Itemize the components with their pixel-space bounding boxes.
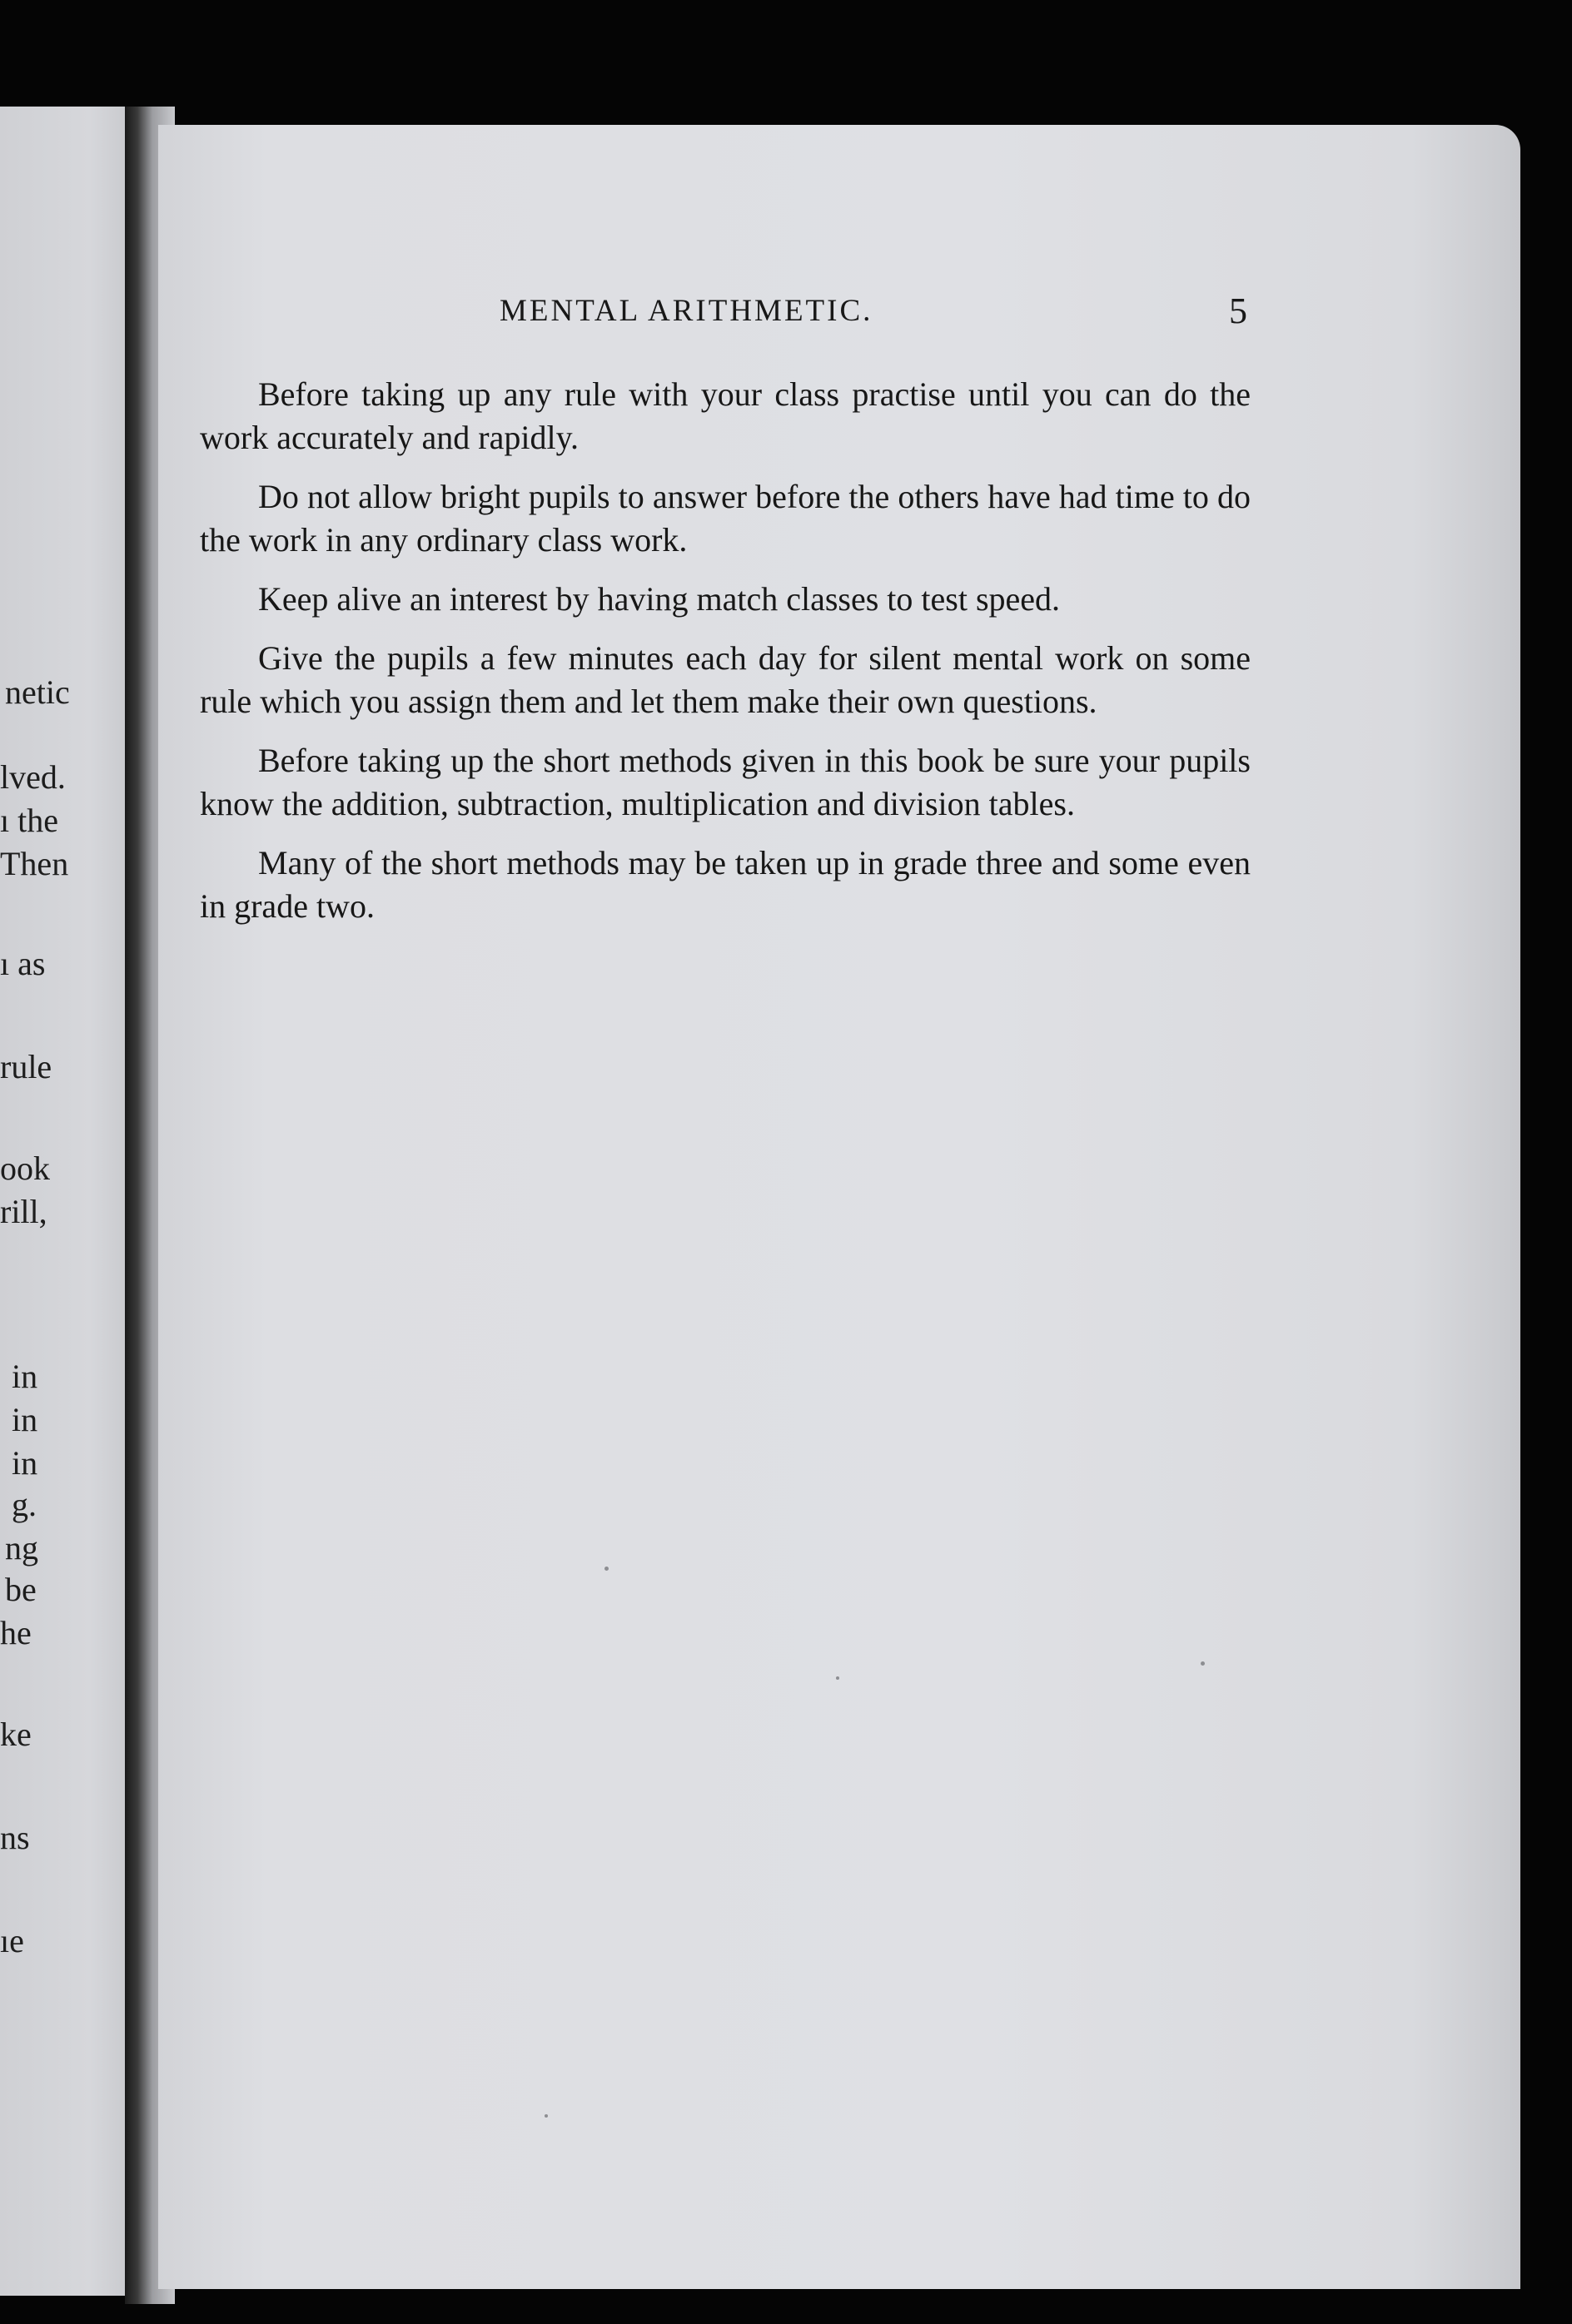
left-fragment: ke xyxy=(0,1716,32,1753)
scan-speck xyxy=(545,2114,548,2118)
left-fragment: ns xyxy=(0,1819,30,1856)
left-fragment: he xyxy=(0,1614,32,1651)
left-fragment: rule xyxy=(0,1048,52,1085)
scan-speck xyxy=(604,1567,609,1571)
left-fragment: g. xyxy=(12,1486,37,1523)
page-number: 5 xyxy=(1229,290,1247,331)
left-fragment: netic xyxy=(5,673,70,711)
paragraph: Before taking up the short methods given in this book be sure your pupils know the addition, subtraction, multiplication and division tables. xyxy=(200,742,1251,822)
left-fragment: lved. xyxy=(0,758,66,796)
scan-speck xyxy=(1201,1661,1205,1666)
paragraph: Do not allow bright pupils to answer before the others have had time to do the work in any ordinary class work. xyxy=(200,478,1251,559)
left-fragment: be xyxy=(5,1571,37,1608)
left-fragment: ıe xyxy=(0,1922,24,1959)
paragraph: Before taking up any rule with your class practise until you can do the work accurately and rapidly. xyxy=(200,375,1251,456)
left-fragment: in xyxy=(12,1401,38,1438)
left-fragment: ı as xyxy=(0,945,46,982)
left-fragment: in xyxy=(12,1358,38,1395)
scan-speck xyxy=(836,1676,839,1680)
running-head xyxy=(341,290,1257,335)
left-fragment: ng xyxy=(5,1529,38,1567)
left-fragment: in xyxy=(12,1444,38,1482)
left-fragment: ı the xyxy=(0,802,58,839)
body-text xyxy=(200,373,1251,944)
left-fragment: ook xyxy=(0,1150,50,1187)
paragraph: Keep alive an interest by having match classes to test speed. xyxy=(258,580,1061,618)
running-title: MENTAL ARITHMETIC. xyxy=(500,294,873,328)
left-fragment: Then xyxy=(0,845,69,882)
paragraph: Give the pupils a few minutes each day for silent mental work on some rule which you assign them and let them make their own questions. xyxy=(200,639,1251,720)
paragraph: Many of the short methods may be taken up in grade three and some even in grade two. xyxy=(200,844,1251,925)
left-fragment: rill, xyxy=(0,1193,47,1230)
